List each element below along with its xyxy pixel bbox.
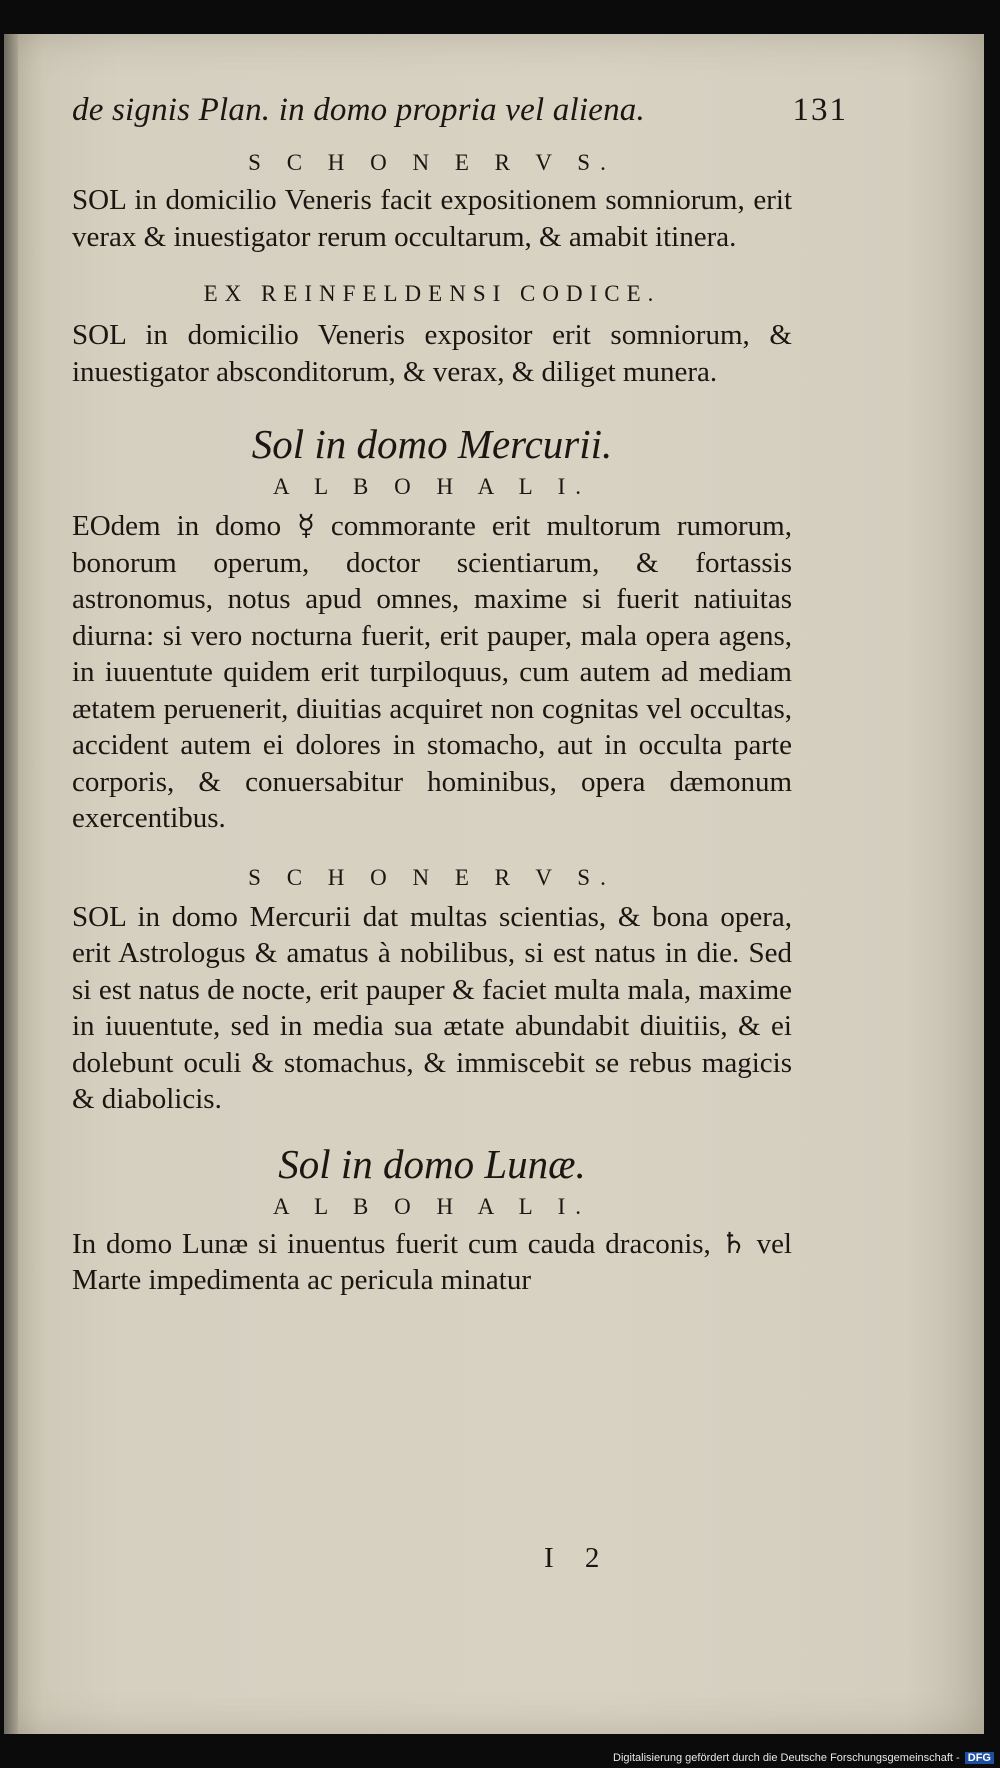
section-heading-albohali-mercury: A L B O H A L I. (272, 474, 592, 499)
credit-text: Digitalisierung gefördert durch die Deutsche Forschungsgemeinschaft - (613, 1752, 960, 1764)
chapter-title-mercurii: Sol in domo Mercurii. (251, 421, 613, 467)
running-title: de signis Plan. in domo propria vel aliena. (72, 92, 645, 128)
paragraph-reinfeldensi: SOL in domicilio Veneris expositor erit somniorum, & inuestigator absconditorum, & verax, & diliget munera. (72, 319, 792, 388)
section-heading-albohali-moon: A L B O H A L I. (272, 1193, 592, 1219)
catchword: I 2 (544, 1542, 612, 1574)
page-text-block (72, 92, 848, 1299)
chapter-title-lunae: Sol in domo Lunæ. (278, 1140, 586, 1187)
paragraph-schonerus-venus: SOL in domicilio Veneris facit expositionem somniorum, erit verax & inuestigator rerum occultarum, & amabit itinera. (72, 184, 792, 253)
paragraph-schonerus-mercury: SOL in domo Mercurii dat multas scientias, & bona opera, erit Astrologus & amatus à nobilibus, si est natus in die. Sed si est natus de nocte, erit pauper & faciet multa mala, maxime in iuuentute, sed in media sua ætate abundabit diuitiis, & ei dolebunt oculi & stomachus, & immiscebit se rebus magicis & diabolicis. (72, 900, 792, 1115)
digitization-credit (613, 1752, 994, 1764)
paragraph-albohali-mercury: EOdem in domo ☿ commorante erit multorum rumorum, bonorum operum, doctor scientiarum, & fortassis astronomus, notus apud omnes, maxime si fuerit natiuitas diurna: si vero nocturna fuerit, erit pauper, mala opera agens, in iuuentute quidem erit turpiloquus, cum autem ad mediam ætatem peruenerit, diuitias acquiret non cognitas vel occultas, accident autem ei dolores in stomacho, aut in occulta parte corporis, & conuersabitur hominibus, opera dæmonum exercentibus. (72, 510, 792, 834)
section-heading-schonerus-mercury: S C H O N E R V S. (248, 864, 616, 890)
book-page (4, 34, 984, 1734)
page-header (72, 92, 848, 142)
dfg-logo: DFG (965, 1752, 994, 1764)
section-heading-schonerus: S C H O N E R V S. (248, 150, 616, 175)
section-heading-reinfeldensi: EX REINFELDENSI CODICE. (203, 281, 661, 306)
paragraph-albohali-moon: In domo Lunæ si inuentus fuerit cum cauda draconis, ♄ vel Marte impedimenta ac pericula minatur (72, 1227, 792, 1296)
page-number: 131 (792, 92, 848, 128)
